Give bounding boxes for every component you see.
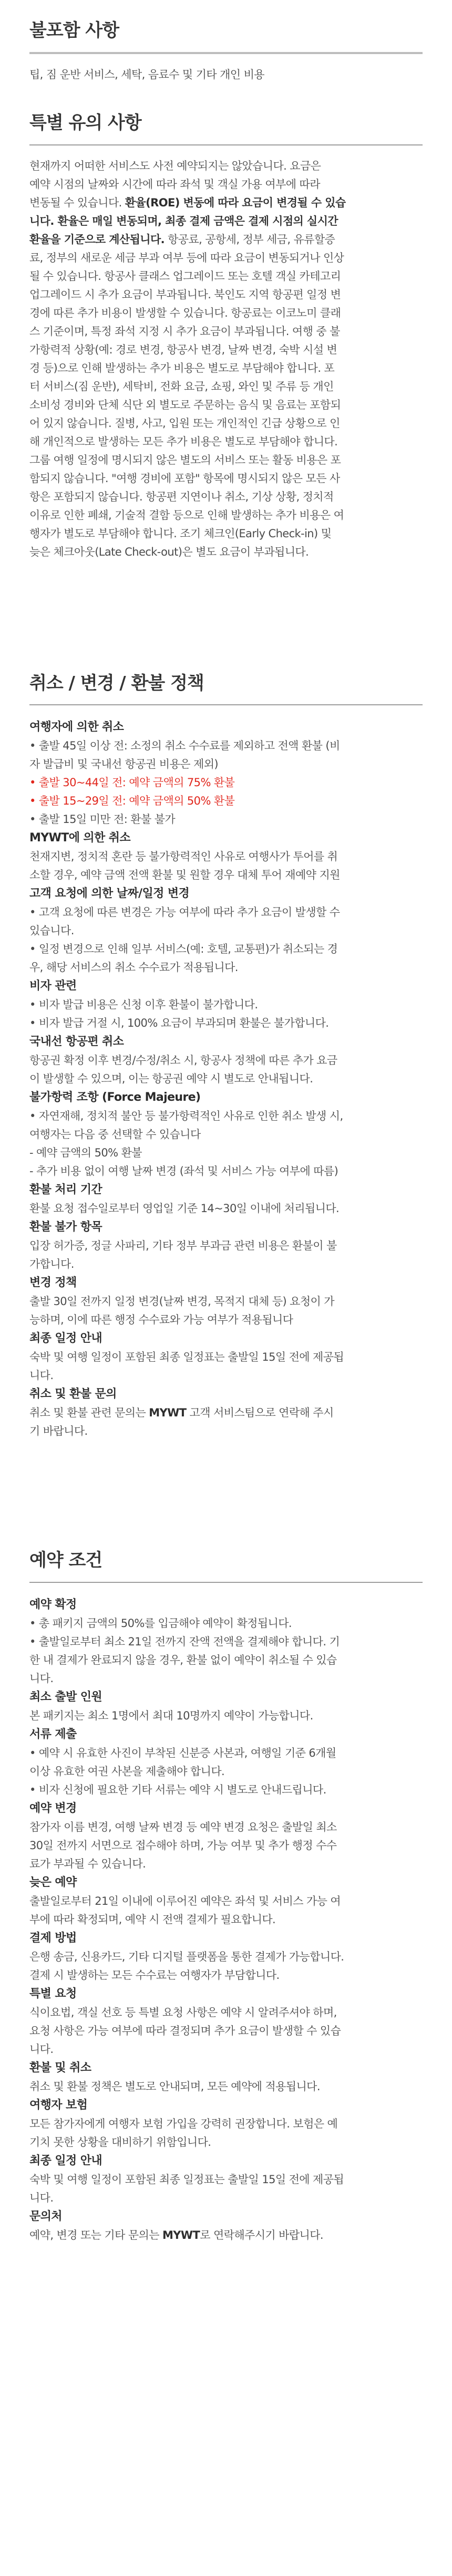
special-line: 터 서비스(짐 운반), 세탁비, 전화 요금, 쇼핑, 와인 및 주류 등 개인 [29, 380, 334, 393]
policy-line: 니다. [29, 1672, 54, 1685]
policy-line: 식이요법, 객실 선호 등 특별 요청 사항은 예약 시 알려주셔야 하며, [29, 2006, 337, 2019]
cancel-section [0, 561, 452, 1441]
policy-heading: 환불 처리 기간 [29, 1183, 102, 1197]
special-line: 스 기준이며, 특정 좌석 지정 시 추가 요금이 부과됩니다. 여행 중 불 [29, 325, 340, 338]
policy-line: 기치 못한 상황을 대비하기 위함입니다. [29, 2136, 211, 2149]
policy-line: 은행 송금, 신용카드, 기타 디지털 플랫폼을 통한 결제가 가능합니다. [29, 1951, 344, 1964]
policy-line: • 비자 신청에 필요한 기타 서류는 예약 시 별도로 안내드립니다. [29, 1784, 326, 1797]
policy-heading: 여행자 보험 [29, 2099, 88, 2112]
policy-line: - 예약 금액의 50% 환불 [29, 1146, 142, 1160]
policy-heading: 문의처 [29, 2210, 62, 2224]
special-line: 니다. 환율은 매일 변동되며, 최종 결제 금액은 결제 시점의 실시간 [29, 214, 338, 227]
brand-name: MYWT [162, 2229, 200, 2242]
excluded-title-bar [29, 20, 423, 54]
policy-line: 니다. [29, 2043, 54, 2056]
policy-line: 이상 유효한 여권 사본을 제출해야 합니다. [29, 1765, 225, 1778]
policy-line: 소할 경우, 예약 금액 전액 환불 및 원할 경우 대체 투어 재예약 지원 [29, 869, 340, 882]
policy-line: • 고객 요청에 따른 변경은 가능 여부에 따라 추가 요금이 발생할 수 [29, 906, 340, 919]
policy-highlight-line: • 출발 15~29일 전: 예약 금액의 50% 환불 [29, 795, 235, 808]
booking-title: 예약 조건 [29, 1550, 102, 1571]
special-line: 예약 시점의 날짜와 시간에 따라 좌석 및 객실 가용 여부에 따라 [29, 178, 320, 191]
policy-line: 부에 따라 확정되며, 예약 시 전액 결제가 필요합니다. [29, 1913, 276, 1926]
policy-line: 여행자는 다음 중 선택할 수 있습니다 [29, 1128, 201, 1141]
policy-heading: 비자 관련 [29, 979, 77, 993]
special-line: 경 등)으로 인해 발생하는 추가 비용은 별도로 부담해야 합니다. 포 [29, 361, 335, 374]
policy-line: - 추가 비용 없이 여행 날짜 변경 (좌석 및 서비스 가능 여부에 따름) [29, 1165, 338, 1178]
policy-line: • 일정 변경으로 인해 일부 서비스(예: 호텔, 교통편)가 취소되는 경 [29, 943, 338, 956]
special-line: 가항력적 상황(예: 경로 변경, 항공사 변경, 날짜 변경, 숙박 시설 변 [29, 343, 337, 356]
policy-line: 본 패키지는 최소 1명에서 최대 10명까지 예약이 가능합니다. [29, 1709, 313, 1723]
special-text [29, 157, 423, 561]
policy-line: 30일 전까지 서면으로 접수해야 하며, 가능 여부 및 추가 행정 수수 [29, 1839, 337, 1852]
policy-line: 숙박 및 여행 일정이 포함된 최종 일정표는 출발일 15일 전에 제공됩 [29, 1351, 344, 1364]
policy-heading: 국내선 항공편 취소 [29, 1035, 124, 1049]
policy-line: 출발 30일 전까지 일정 변경(날짜 변경, 목적지 대체 등) 요청이 가 [29, 1295, 334, 1308]
special-line: 경에 따른 추가 비용이 발생할 수 있습니다. 항공료는 이코노미 클래 [29, 306, 341, 319]
policy-line: 환불 요청 접수일로부터 영업일 기준 14~30일 이내에 처리됩니다. [29, 1202, 340, 1215]
policy-line: 자 발급비 및 국내선 항공권 비용은 제외) [29, 758, 219, 771]
special-line: 업그레이드 시 추가 요금이 부과됩니다. 북인도 지역 항공편 일정 변 [29, 288, 341, 301]
special-line: 해 개인적으로 발생하는 모든 추가 비용은 별도로 부담해야 합니다. [29, 435, 338, 448]
policy-line [29, 2226, 423, 2245]
policy-line: • 자연재해, 정치적 불안 등 불가항력적인 사유로 인한 취소 발생 시, [29, 1110, 343, 1123]
special-line: 함되지 않습니다. "여행 경비에 포함" 항목에 명시되지 않은 모든 사 [29, 472, 340, 485]
policy-heading: 예약 변경 [29, 1802, 77, 1816]
policy-line-part: 로 연락해주시기 바랍니다. [200, 2229, 323, 2242]
policy-line: • 비자 발급 비용은 신청 이후 환불이 불가합니다. [29, 998, 258, 1011]
policy-heading: 취소 및 환불 문의 [29, 1388, 117, 1401]
special-line-part: 항공료, 공항세, 정부 세금, 유류할증 [165, 233, 335, 246]
special-line: 그룹 여행 일정에 명시되지 않은 별도의 서비스 또는 활동 비용은 포 [29, 453, 341, 466]
policy-line: 숙박 및 여행 일정이 포함된 최종 일정표는 출발일 15일 전에 제공됩 [29, 2173, 344, 2186]
policy-line: 료가 부과될 수 있습니다. [29, 1858, 146, 1871]
special-line [29, 194, 423, 212]
booking-title-bar [29, 1550, 423, 1583]
policy-line-part: 고객 서비스팀으로 연락해 주시 [186, 1406, 334, 1420]
policy-heading: 변경 정책 [29, 1276, 77, 1290]
policy-line: 가합니다. [29, 1258, 74, 1271]
policy-line: 입장 허가증, 정글 사파리, 기타 정부 부과금 관련 비용은 환불이 불 [29, 1239, 337, 1253]
policy-line: 참가자 이름 변경, 여행 날짜 변경 등 예약 변경 요청은 출발일 최소 [29, 1821, 337, 1834]
policy-heading: 불가항력 조항 (Force Majeure) [29, 1091, 201, 1104]
excluded-text: 팁, 짐 운반 서비스, 세탁, 음료수 및 기타 개인 비용 [29, 68, 264, 81]
policy-heading: 늦은 예약 [29, 1876, 77, 1890]
policy-line: • 출발 45일 이상 전: 소정의 취소 수수료를 제외하고 전액 환불 (비 [29, 739, 340, 753]
cancel-title-bar [29, 673, 423, 706]
policy-heading: 서류 제출 [29, 1728, 77, 1741]
excluded-title: 불포함 사항 [29, 20, 119, 41]
cancel-title: 취소 / 변경 / 환불 정책 [29, 672, 204, 694]
policy-line: • 출발일로부터 최소 21일 전까지 잔액 전액을 결제해야 합니다. 기 [29, 1635, 340, 1649]
policy-heading: 환불 불가 항목 [29, 1221, 102, 1234]
brand-name: MYWT [149, 1406, 187, 1420]
special-line: 늦은 체크아웃(Late Check-out)은 별도 요금이 부과됩니다. [29, 545, 309, 558]
policy-line-part: 취소 및 환불 관련 문의는 [29, 1406, 149, 1420]
policy-line [29, 1404, 423, 1422]
policy-heading: 환불 및 취소 [29, 2061, 91, 2075]
special-line [29, 231, 423, 249]
special-title-bar [29, 112, 423, 145]
policy-line: • 예약 시 유효한 사진이 부착된 신분증 사본과, 여행일 기준 6개월 [29, 1747, 336, 1760]
booking-body [29, 1595, 423, 2245]
special-line: 될 수 있습니다. 항공사 클래스 업그레이드 또는 호텔 객실 카테고리 [29, 269, 341, 283]
special-line: 어 있지 않습니다. 질병, 사고, 입원 또는 개인적인 긴급 상황으로 인 [29, 416, 340, 430]
policy-heading: 최종 일정 안내 [29, 2154, 102, 2168]
special-line: 료, 정부의 새로운 세금 부과 여부 등에 따라 요금이 변동되거나 인상 [29, 251, 344, 264]
policy-line: 니다. [29, 2192, 54, 2205]
special-highlight: 환율(ROE) 변동에 따라 요금이 변경될 수 있습 [125, 196, 346, 209]
cancel-body [29, 718, 423, 1441]
special-line: 소비성 경비와 단체 식단 외 별도로 주문하는 음식 및 음료는 포함되 [29, 398, 341, 411]
policy-line: 모든 참가자에게 여행자 보험 가입을 강력히 권장합니다. 보험은 예 [29, 2118, 338, 2131]
policy-line: • 출발 15일 미만 전: 환불 불가 [29, 813, 176, 826]
policy-line: 천재지변, 정치적 혼란 등 불가항력적인 사유로 여행사가 투어를 취 [29, 850, 338, 863]
policy-line: 있습니다. [29, 924, 74, 937]
policy-line: 취소 및 환불 정책은 별도로 안내되며, 모든 예약에 적용됩니다. [29, 2080, 320, 2093]
policy-line: • 비자 발급 거절 시, 100% 요금이 부과되며 환불은 불가합니다. [29, 1017, 329, 1030]
policy-line-part: 예약, 변경 또는 기타 문의는 [29, 2229, 162, 2242]
special-line-part: 변동될 수 있습니다. [29, 196, 122, 209]
policy-line: 출발일로부터 21일 이내에 이루어진 예약은 좌석 및 서비스 가능 여 [29, 1895, 341, 1908]
special-title: 특별 유의 사항 [29, 112, 141, 133]
policy-heading: 예약 확정 [29, 1598, 77, 1612]
policy-heading: MYWT에 의한 취소 [29, 831, 131, 845]
special-line: 항은 포함되지 않습니다. 항공편 지연이나 취소, 기상 상황, 정치적 [29, 490, 334, 503]
policy-heading: 최종 일정 안내 [29, 1332, 102, 1346]
policy-line: 요청 사항은 가능 여부에 따라 결정되며 추가 요금이 발생할 수 있습 [29, 2025, 341, 2038]
special-line: 행자가 별도로 부담해야 합니다. 조기 체크인(Early Check-in) 및 [29, 527, 332, 540]
policy-line: • 총 패키지 금액의 50%를 입금해야 예약이 확정됩니다. [29, 1617, 292, 1630]
policy-heading: 특별 요청 [29, 1987, 77, 2001]
excluded-section [0, 0, 452, 84]
special-section [0, 84, 452, 561]
policy-heading: 최소 출발 인원 [29, 1691, 102, 1704]
policy-line: 항공권 확정 이후 변경/수정/취소 시, 항공사 정책에 따른 추가 요금 [29, 1054, 337, 1067]
policy-line: 이 발생할 수 있으며, 이는 항공권 예약 시 별도로 안내됩니다. [29, 1072, 313, 1086]
policy-line: 한 내 결제가 완료되지 않을 경우, 환불 없이 예약이 취소될 수 있습 [29, 1654, 337, 1667]
policy-heading: 결제 방법 [29, 1932, 77, 1945]
policy-heading: 여행자에 의한 취소 [29, 721, 124, 734]
policy-line: 니다. [29, 1369, 54, 1382]
policy-line: 기 바랍니다. [29, 1425, 88, 1438]
policy-line: 능하며, 이에 따른 행정 수수료와 가능 여부가 적용됩니다 [29, 1313, 293, 1327]
special-line: 현재까지 어떠한 서비스도 사전 예약되지는 않았습니다. 요금은 [29, 159, 321, 172]
policy-heading: 고객 요청에 의한 날짜/일정 변경 [29, 887, 190, 901]
special-line: 이유로 인한 폐쇄, 기술적 결함 등으로 인해 발생하는 추가 비용은 여 [29, 508, 344, 522]
policy-line: 우, 해당 서비스의 취소 수수료가 적용됩니다. [29, 961, 238, 974]
policy-line: 결제 시 발생하는 모든 수수료는 여행자가 부담합니다. [29, 1969, 280, 1982]
special-highlight: 환율을 기준으로 계산됩니다. [29, 233, 165, 246]
policy-highlight-line: • 출발 30~44일 전: 예약 금액의 75% 환불 [29, 776, 235, 789]
booking-section [0, 1441, 452, 2245]
